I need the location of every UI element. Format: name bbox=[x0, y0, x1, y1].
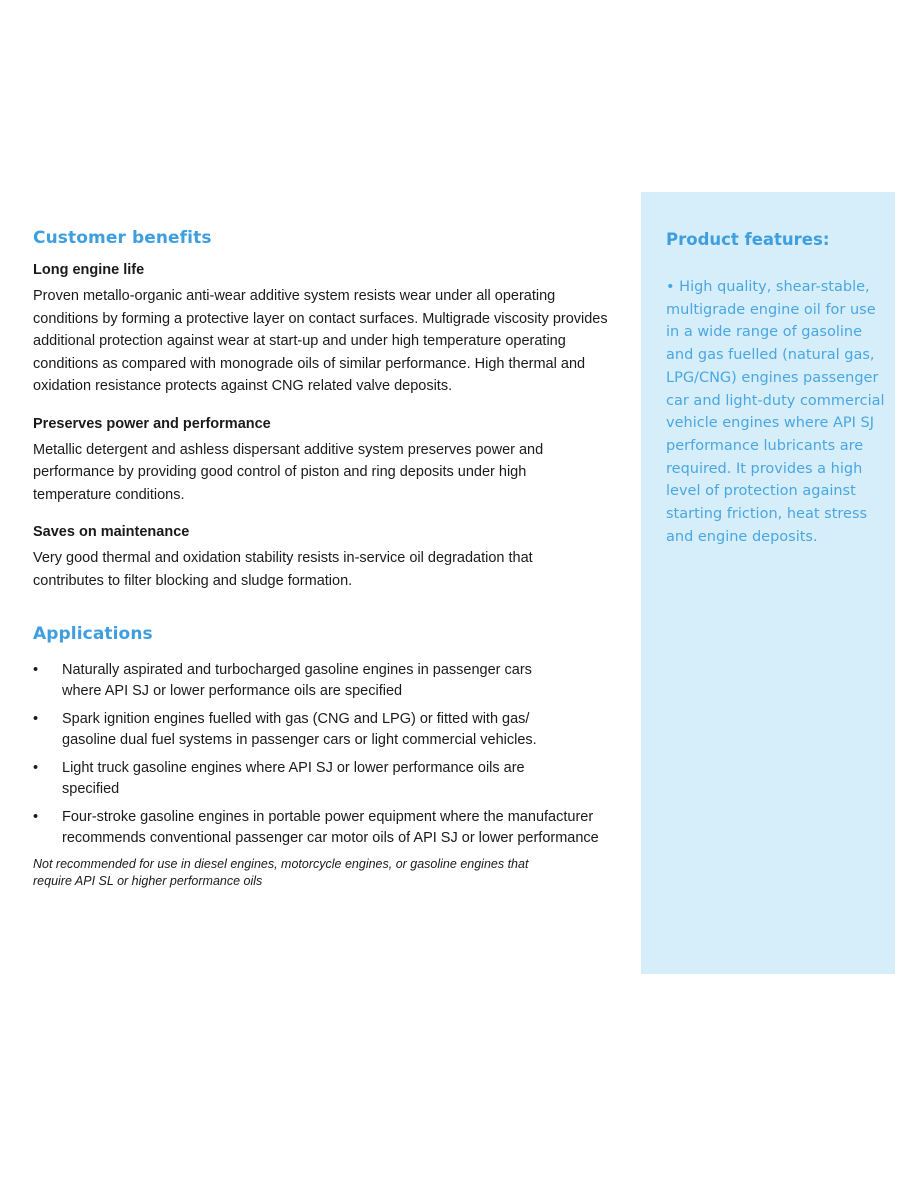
product-features-heading: Product features: bbox=[666, 230, 830, 249]
bullet-icon: • bbox=[33, 711, 39, 727]
bullet-icon: • bbox=[33, 662, 39, 678]
product-features-panel bbox=[641, 192, 895, 974]
application-text: Light truck gasoline engines where API SJ or lower performance oils are specified bbox=[62, 760, 525, 797]
benefit-title: Saves on maintenance bbox=[33, 524, 190, 540]
list-item bbox=[33, 807, 607, 849]
bullet-icon: • bbox=[33, 809, 39, 825]
benefit-text: Metallic detergent and ashless dispersant additive system preserves power and performance by providing good control of piston and ring deposits under high temperature conditions. bbox=[33, 441, 544, 503]
benefit-long-engine-life bbox=[33, 262, 618, 398]
applications-list bbox=[33, 660, 618, 849]
bullet-icon: • bbox=[33, 760, 39, 776]
benefit-title: Preserves power and performance bbox=[33, 415, 271, 432]
benefit-saves-maintenance bbox=[33, 524, 618, 592]
benefit-title: Long engine life bbox=[33, 262, 145, 278]
benefit-preserves-power bbox=[33, 416, 618, 507]
list-item bbox=[33, 709, 582, 751]
benefit-text: Very good thermal and oxidation stability resists in-service oil degradation that contributes to filter blocking and sludge formation. bbox=[33, 550, 533, 589]
applications-heading: Applications bbox=[33, 624, 153, 644]
usage-note: Not recommended for use in diesel engines, motorcycle engines, or gasoline engines that require API SL or higher performance oils bbox=[33, 857, 529, 888]
list-item bbox=[33, 758, 542, 800]
main-column bbox=[33, 228, 618, 890]
benefit-text: Proven metallo-organic anti-wear additive system resists wear under all operating conditions by forming a protective layer on contact surfaces. Multigrade viscosity provides additional protection against wear at start-up and under high temperature operating conditions as compared with monograde oils of similar performance. High thermal and oxidation resistance protects against CNG related valve deposits. bbox=[33, 288, 608, 394]
list-item bbox=[33, 660, 542, 702]
application-text: Four-stroke gasoline engines in portable power equipment where the manufacturer recommends conventional passenger car motor oils of API SJ or lower performance bbox=[62, 809, 599, 846]
customer-benefits-heading: Customer benefits bbox=[33, 228, 212, 248]
application-text: Spark ignition engines fuelled with gas (CNG and LPG) or fitted with gas/ gasoline dual fuel systems in passenger cars or light commercial vehicles. bbox=[62, 711, 537, 748]
application-text: Naturally aspirated and turbocharged gasoline engines in passenger cars where API SJ or lower performance oils are specified bbox=[62, 662, 532, 699]
product-features-text: • High quality, shear-stable, multigrade engine oil for use in a wide range of gasoline and gas fuelled (natural gas, LPG/CNG) engines passenger car and light-duty commercial vehicle engines where API SJ performance lubricants are required. It provides a high level of protection against starting friction, heat stress and engine deposits. bbox=[666, 279, 885, 545]
